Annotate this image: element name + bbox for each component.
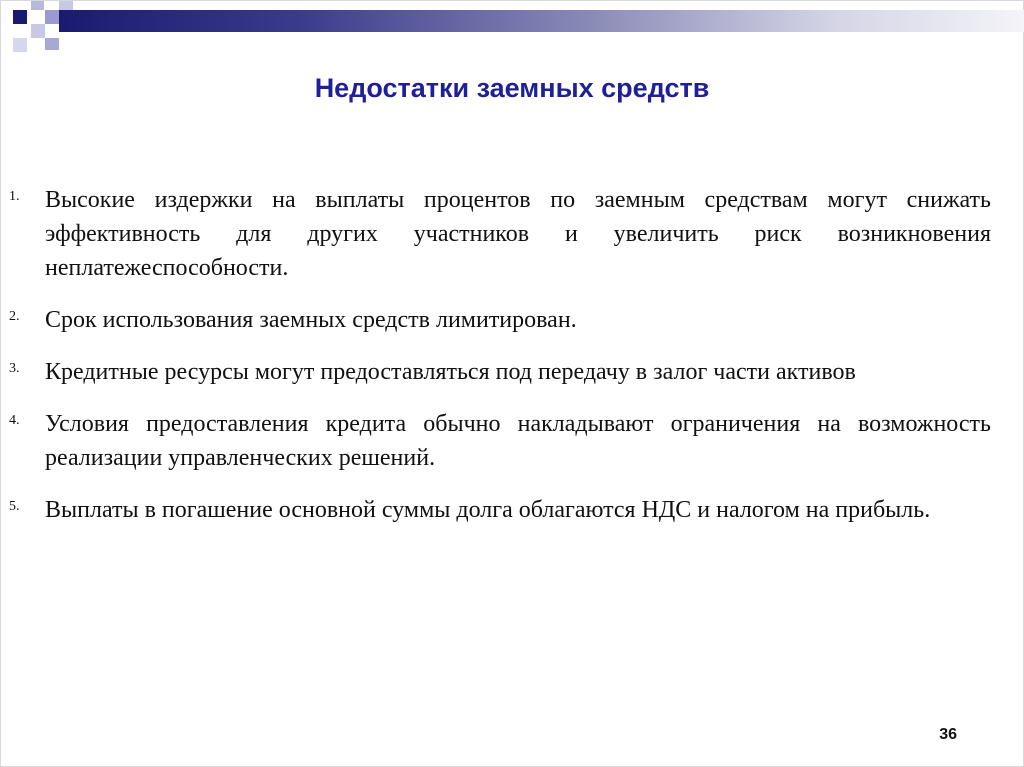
- list-item-number: 3.: [9, 361, 20, 376]
- page-number: 36: [939, 726, 957, 743]
- corner-square: [31, 24, 45, 38]
- corner-square: [31, 1, 44, 10]
- corner-square: [45, 38, 59, 50]
- header-gradient-bar: [59, 10, 1024, 32]
- numbered-list: [1, 183, 1024, 545]
- list-item-text: Высокие издержки на выплаты процентов по заемным средствам могут снижать эффективность для других участников и увеличить риск возникновения неплатежеспособности.: [45, 187, 991, 281]
- list-item-text: Кредитные ресурсы могут предоставляться под передачу в залог части активов: [45, 359, 856, 385]
- list-item-number: 2.: [9, 309, 20, 324]
- list-item-number: 5.: [9, 499, 20, 514]
- list-item-text: Условия предоставления кредита обычно накладывают ограничения на возможность реализации управленческих решений.: [45, 411, 991, 471]
- list-item-number: 4.: [9, 413, 20, 428]
- corner-square: [45, 10, 59, 24]
- list-item: [1, 493, 1024, 527]
- list-item-number: 1.: [9, 189, 20, 204]
- corner-square: [13, 10, 27, 24]
- list-item: [1, 183, 1024, 285]
- list-item: [1, 407, 1024, 475]
- list-item-text: Выплаты в погашение основной суммы долга облагаются НДС и налогом на прибыль.: [45, 497, 931, 523]
- corner-square: [59, 1, 73, 10]
- list-item: [1, 303, 1024, 337]
- list-item-text: Срок использования заемных средств лимитирован.: [45, 307, 577, 333]
- list-item: [1, 355, 1024, 389]
- slide-title: Недостатки заемных средств: [314, 73, 710, 103]
- corner-square: [13, 38, 27, 52]
